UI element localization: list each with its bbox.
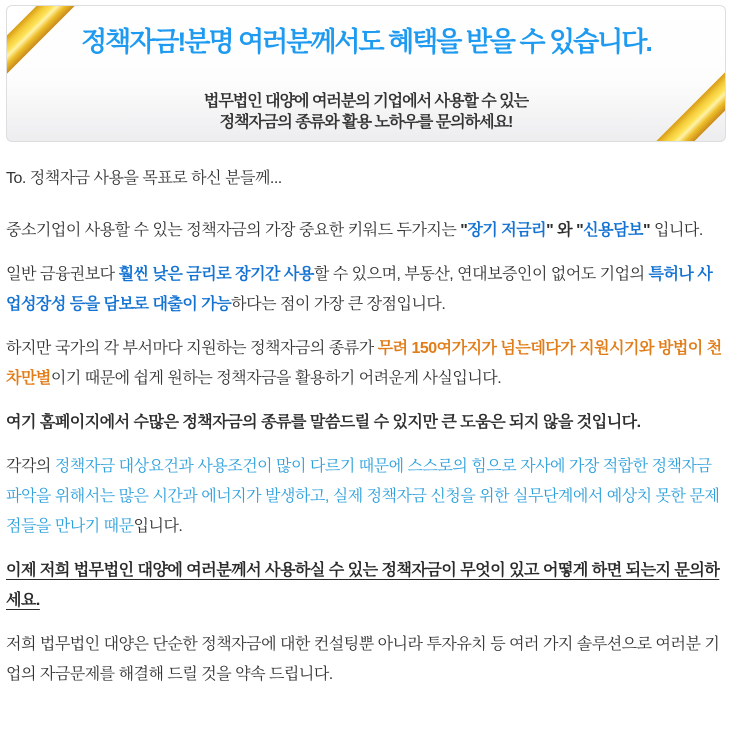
text-segment: 하다는 점이 가장 큰 장점입니다.: [231, 296, 446, 313]
text-segment: 각각의: [6, 458, 55, 475]
text-segment: 이기 때문에 쉽게 원하는 정책자금을 활용하기 어려운게 사실입니다.: [50, 370, 502, 387]
text-segment: 와: [553, 222, 577, 239]
text-segment: 훨씬 낮은 금리로 장기간 사용: [118, 266, 314, 283]
paragraph: [6, 164, 724, 194]
text-segment: 이제 저희 법무법인 대양에 여러분께서 사용하실 수 있는 정책자금이 무엇이 있고 어떻게 하면 되는지 문의하세요.: [6, 562, 720, 609]
paragraph: [6, 408, 724, 438]
paragraph: [6, 260, 724, 320]
page-title: 정책자금!분명 여러분께서도 혜택을 받을 수 있습니다.: [81, 27, 651, 57]
subtitle-line-1: 법무법인 대양에 여러분의 기업에서 사용할 수 있는: [203, 93, 529, 110]
text-segment: 입니다.: [133, 518, 183, 535]
paragraph: [6, 334, 724, 394]
paragraph: [6, 216, 724, 246]
text-segment: 일반 금융권보다: [6, 266, 119, 283]
text-segment: 무려 150여가지가 넘는데다가 지원시기와 방법이 천차만별: [6, 340, 722, 387]
text-segment: 신용담보: [583, 222, 643, 239]
text-segment: 특허나 사업성장성 등을 담보로 대출이 가능: [6, 266, 713, 313]
text-segment: 저희 법무법인 대양은 단순한 정책자금에 대한 컨설팅뿐 아니라 투자유치 등 여러 가지 솔루션으로 여러분 기업의 자금문제를 해결해 드릴 것을 약속 드립니다.: [6, 636, 720, 683]
paragraph: [6, 630, 724, 690]
text-segment: 장기 저금리: [467, 222, 547, 239]
header-banner: [6, 5, 726, 142]
text-segment: ": [460, 222, 468, 239]
text-segment: 할 수 있으며, 부동산, 연대보증인이 없어도 기업의: [313, 266, 649, 283]
text-segment: 여기 홈페이지에서 수많은 정책자금의 종류를 말씀드릴 수 있지만 큰 도움은 되지 않을 것입니다.: [6, 414, 641, 431]
body-text: [0, 142, 732, 690]
text-segment: ": [576, 222, 584, 239]
text-segment: ": [642, 222, 651, 239]
paragraph: [6, 452, 724, 542]
text-segment: 정책자금 대상요건과 사용조건이 많이 다르기 때문에 스스로의 힘으로 자사에 가장 적합한 정책자금 파악을 위해서는 많은 시간과 에너지가 발생하고, 실제 정책자금 신청을 위한 실무단계에서 예상치 못한 문제점들을 만나기 때문: [6, 458, 720, 535]
text-segment: 하지만 국가의 각 부서마다 지원하는 정책자금의 종류가: [6, 340, 378, 357]
text-segment: 입니다.: [650, 222, 703, 239]
paragraph: [6, 556, 724, 616]
text-segment: ": [546, 222, 554, 239]
text-segment: To. 정책자금 사용을 목표로 하신 분들께...: [6, 170, 282, 187]
text-segment: 중소기업이 사용할 수 있는 정책자금의 가장 중요한 키워드 두가지는: [6, 222, 461, 239]
subtitle-line-2: 정책자금의 종류와 활용 노하우를 문의하세요!: [219, 114, 513, 131]
banner-subtitle: [7, 91, 725, 133]
